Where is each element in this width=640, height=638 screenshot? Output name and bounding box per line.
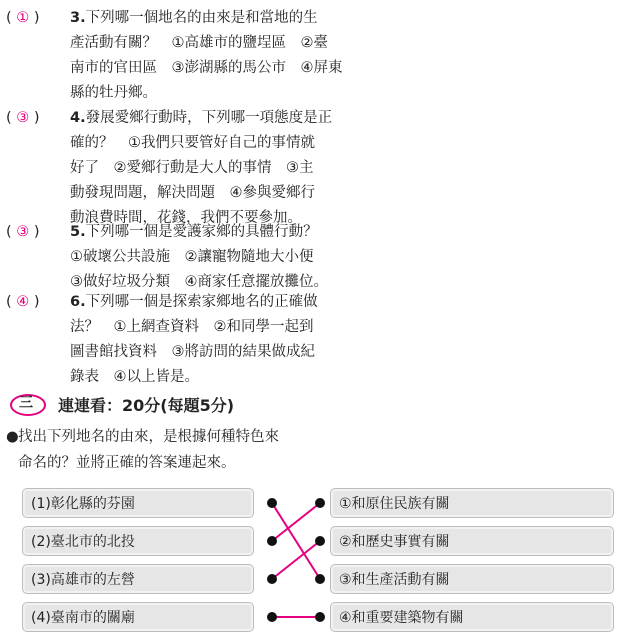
- left-item-4[interactable]: (4)臺南市的關廟: [22, 602, 254, 632]
- question-line: ①破壞公共設施 ②讓寵物隨地大小便: [70, 249, 314, 265]
- question-number: 4.: [70, 110, 86, 126]
- connector-dot[interactable]: [267, 574, 277, 584]
- left-item-1[interactable]: (1)彰化縣的芬園: [22, 488, 254, 518]
- answer-bracket[interactable]: ( ③ ): [6, 110, 40, 126]
- connector-dot[interactable]: [315, 612, 325, 622]
- connector-dot[interactable]: [315, 536, 325, 546]
- connector-dot[interactable]: [267, 536, 277, 546]
- instruction: [6, 424, 626, 476]
- question-6: [6, 290, 634, 390]
- connector-dot[interactable]: [315, 498, 325, 508]
- question-line: 下列哪一個是愛護家鄉的具體行動？: [85, 224, 318, 240]
- answer-value: ③: [16, 110, 30, 126]
- question-line: 下列哪一個是探索家鄉地名的正確做: [85, 294, 318, 310]
- matching-exercise: [0, 484, 640, 634]
- right-item-3[interactable]: ③和生產活動有關: [330, 564, 614, 594]
- question-number: 6.: [70, 294, 86, 310]
- instruction-line: 找出下列地名的由來，是根據何種特色來: [18, 429, 279, 445]
- left-item-2[interactable]: (2)臺北市的北投: [22, 526, 254, 556]
- connector-line: [272, 503, 320, 579]
- question-line: 動發現問題，解決問題 ④參與愛鄉行: [70, 185, 315, 201]
- right-item-4[interactable]: ④和重要建築物有關: [330, 602, 614, 632]
- answer-bracket[interactable]: ( ① ): [6, 10, 40, 26]
- question-line: 下列哪一個地名的由來是和當地的生: [85, 10, 318, 26]
- question-number: 3.: [70, 10, 86, 26]
- question-number: 5.: [70, 224, 86, 240]
- instruction-line: 命名的？並將正確的答案連起來。: [18, 455, 236, 471]
- question-line: 法？ ①上網查資料 ②和同學一起到: [70, 319, 314, 335]
- question-line: 錄表 ④以上皆是。: [70, 369, 199, 385]
- question-line: 發展愛鄉行動時，下列哪一項態度是正: [85, 110, 333, 126]
- right-item-2[interactable]: ②和歷史事實有關: [330, 526, 614, 556]
- answer-value: ③: [16, 224, 30, 240]
- section-title: 連連看：20分(每題5分): [58, 395, 235, 415]
- section-header: [10, 392, 234, 416]
- bullet-icon: ●: [6, 429, 19, 445]
- question-line: 南市的官田區 ③澎湖縣的馬公市 ④屏東: [70, 60, 343, 76]
- question-line: ③做好垃圾分類 ④商家任意擺放攤位。: [70, 274, 328, 290]
- question-line: 縣的牡丹鄉。: [70, 85, 157, 101]
- answer-bracket[interactable]: ( ④ ): [6, 294, 40, 310]
- question-line: 確的？ ①我們只要管好自己的事情就: [70, 135, 315, 151]
- question-3: [6, 6, 634, 106]
- connector-dot[interactable]: [267, 498, 277, 508]
- right-item-1[interactable]: ①和原住民族有關: [330, 488, 614, 518]
- connector-dot[interactable]: [315, 574, 325, 584]
- question-line: 動浪費時間，花錢，我們不要參加。: [70, 210, 302, 226]
- answer-value: ④: [16, 294, 30, 310]
- question-4: [6, 106, 634, 231]
- connector-dot[interactable]: [267, 612, 277, 622]
- question-line: 圖書館找資料 ③將訪問的結果做成紀: [70, 344, 315, 360]
- connector-line: [272, 503, 320, 541]
- question-line: 產活動有關？ ①高雄市的鹽埕區 ②臺: [70, 35, 328, 51]
- section-number-icon: [10, 392, 46, 416]
- answer-value: ①: [16, 10, 30, 26]
- answer-bracket[interactable]: ( ③ ): [6, 224, 40, 240]
- question-line: 好了 ②愛鄉行動是大人的事情 ③主: [70, 160, 314, 176]
- left-item-3[interactable]: (3)高雄市的左營: [22, 564, 254, 594]
- question-5: [6, 220, 634, 295]
- section-number-label: 三: [19, 395, 33, 411]
- connector-line: [272, 541, 320, 579]
